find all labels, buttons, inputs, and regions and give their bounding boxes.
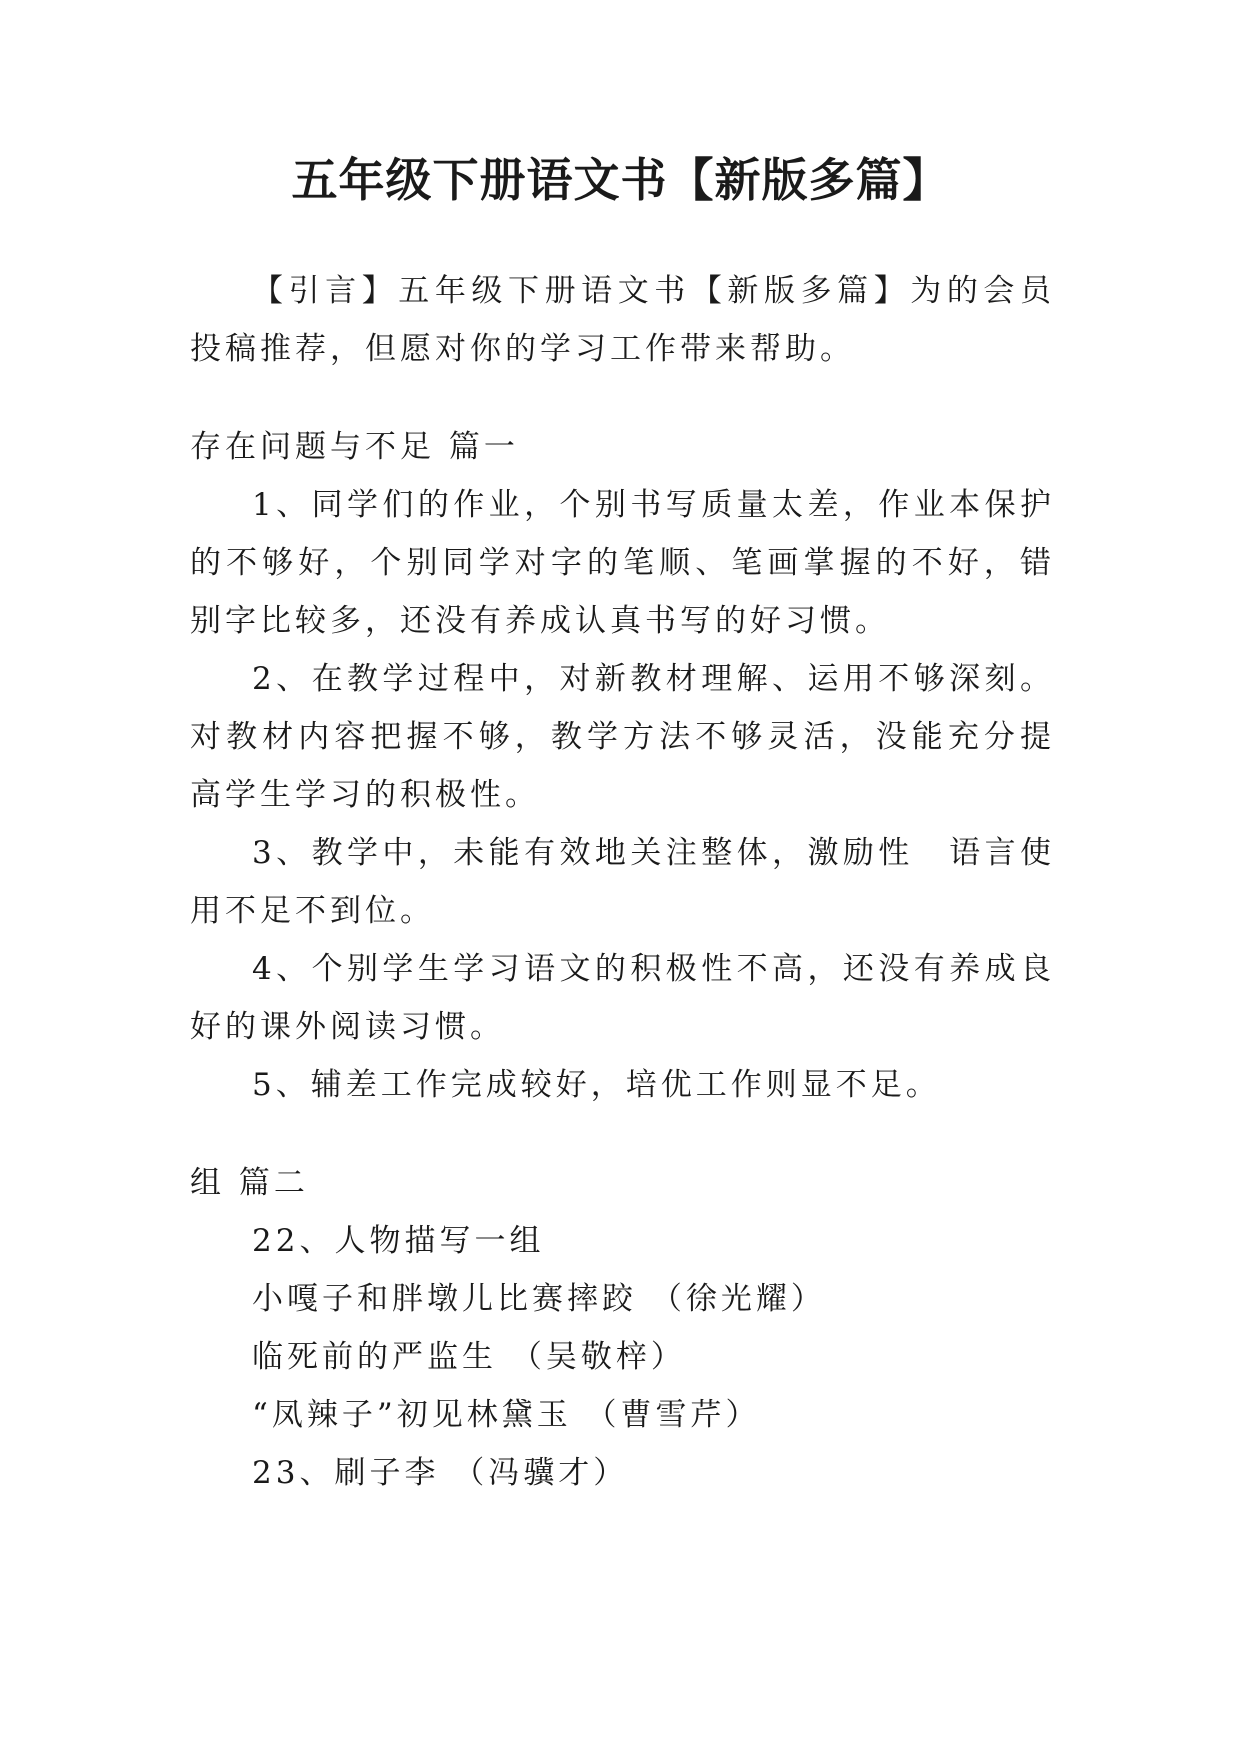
list-item: 临死前的严监生 （吴敬梓） bbox=[252, 1339, 686, 1375]
list-item: 23、刷子李 （冯骥才） bbox=[252, 1455, 629, 1491]
list-item: 小嘎子和胖墩儿比赛摔跤 （徐光耀） bbox=[252, 1281, 826, 1317]
spacer bbox=[190, 378, 1055, 418]
list-item: 5、辅差工作完成较好，培优工作则显不足。 bbox=[252, 1067, 941, 1103]
list-item: 2、在教学过程中，对新教材理解、运用不够深刻。对教材内容把握不够，教学方法不够灵活，没能充分提高学生学习的积极性。 bbox=[190, 661, 1055, 813]
list-item: “凤辣子”初见林黛玉 （曹雪芹） bbox=[252, 1397, 761, 1433]
intro-paragraph: 【引言】五年级下册语文书【新版多篇】为的会员投稿推荐，但愿对你的学习工作带来帮助。 bbox=[190, 273, 1055, 367]
list-item: 1、同学们的作业，个别书写质量太差，作业本保护的不够好，个别同学对字的笔顺、笔画掌握的不好，错别字比较多，还没有养成认真书写的好习惯。 bbox=[190, 487, 1055, 639]
section-heading-2: 组 篇二 bbox=[190, 1165, 309, 1201]
document-title: 五年级下册语文书【新版多篇】 bbox=[291, 153, 950, 207]
document-body bbox=[190, 262, 1055, 1502]
section-heading-1: 存在问题与不足 篇一 bbox=[190, 429, 519, 465]
list-item: 3、教学中，未能有效地关注整体，激励性 语言使用不足不到位。 bbox=[190, 835, 1055, 929]
list-item: 4、个别学生学习语文的积极性不高，还没有养成良好的课外阅读习惯。 bbox=[190, 951, 1055, 1045]
list-item: 22、人物描写一组 bbox=[252, 1223, 545, 1259]
spacer bbox=[190, 1114, 1055, 1154]
